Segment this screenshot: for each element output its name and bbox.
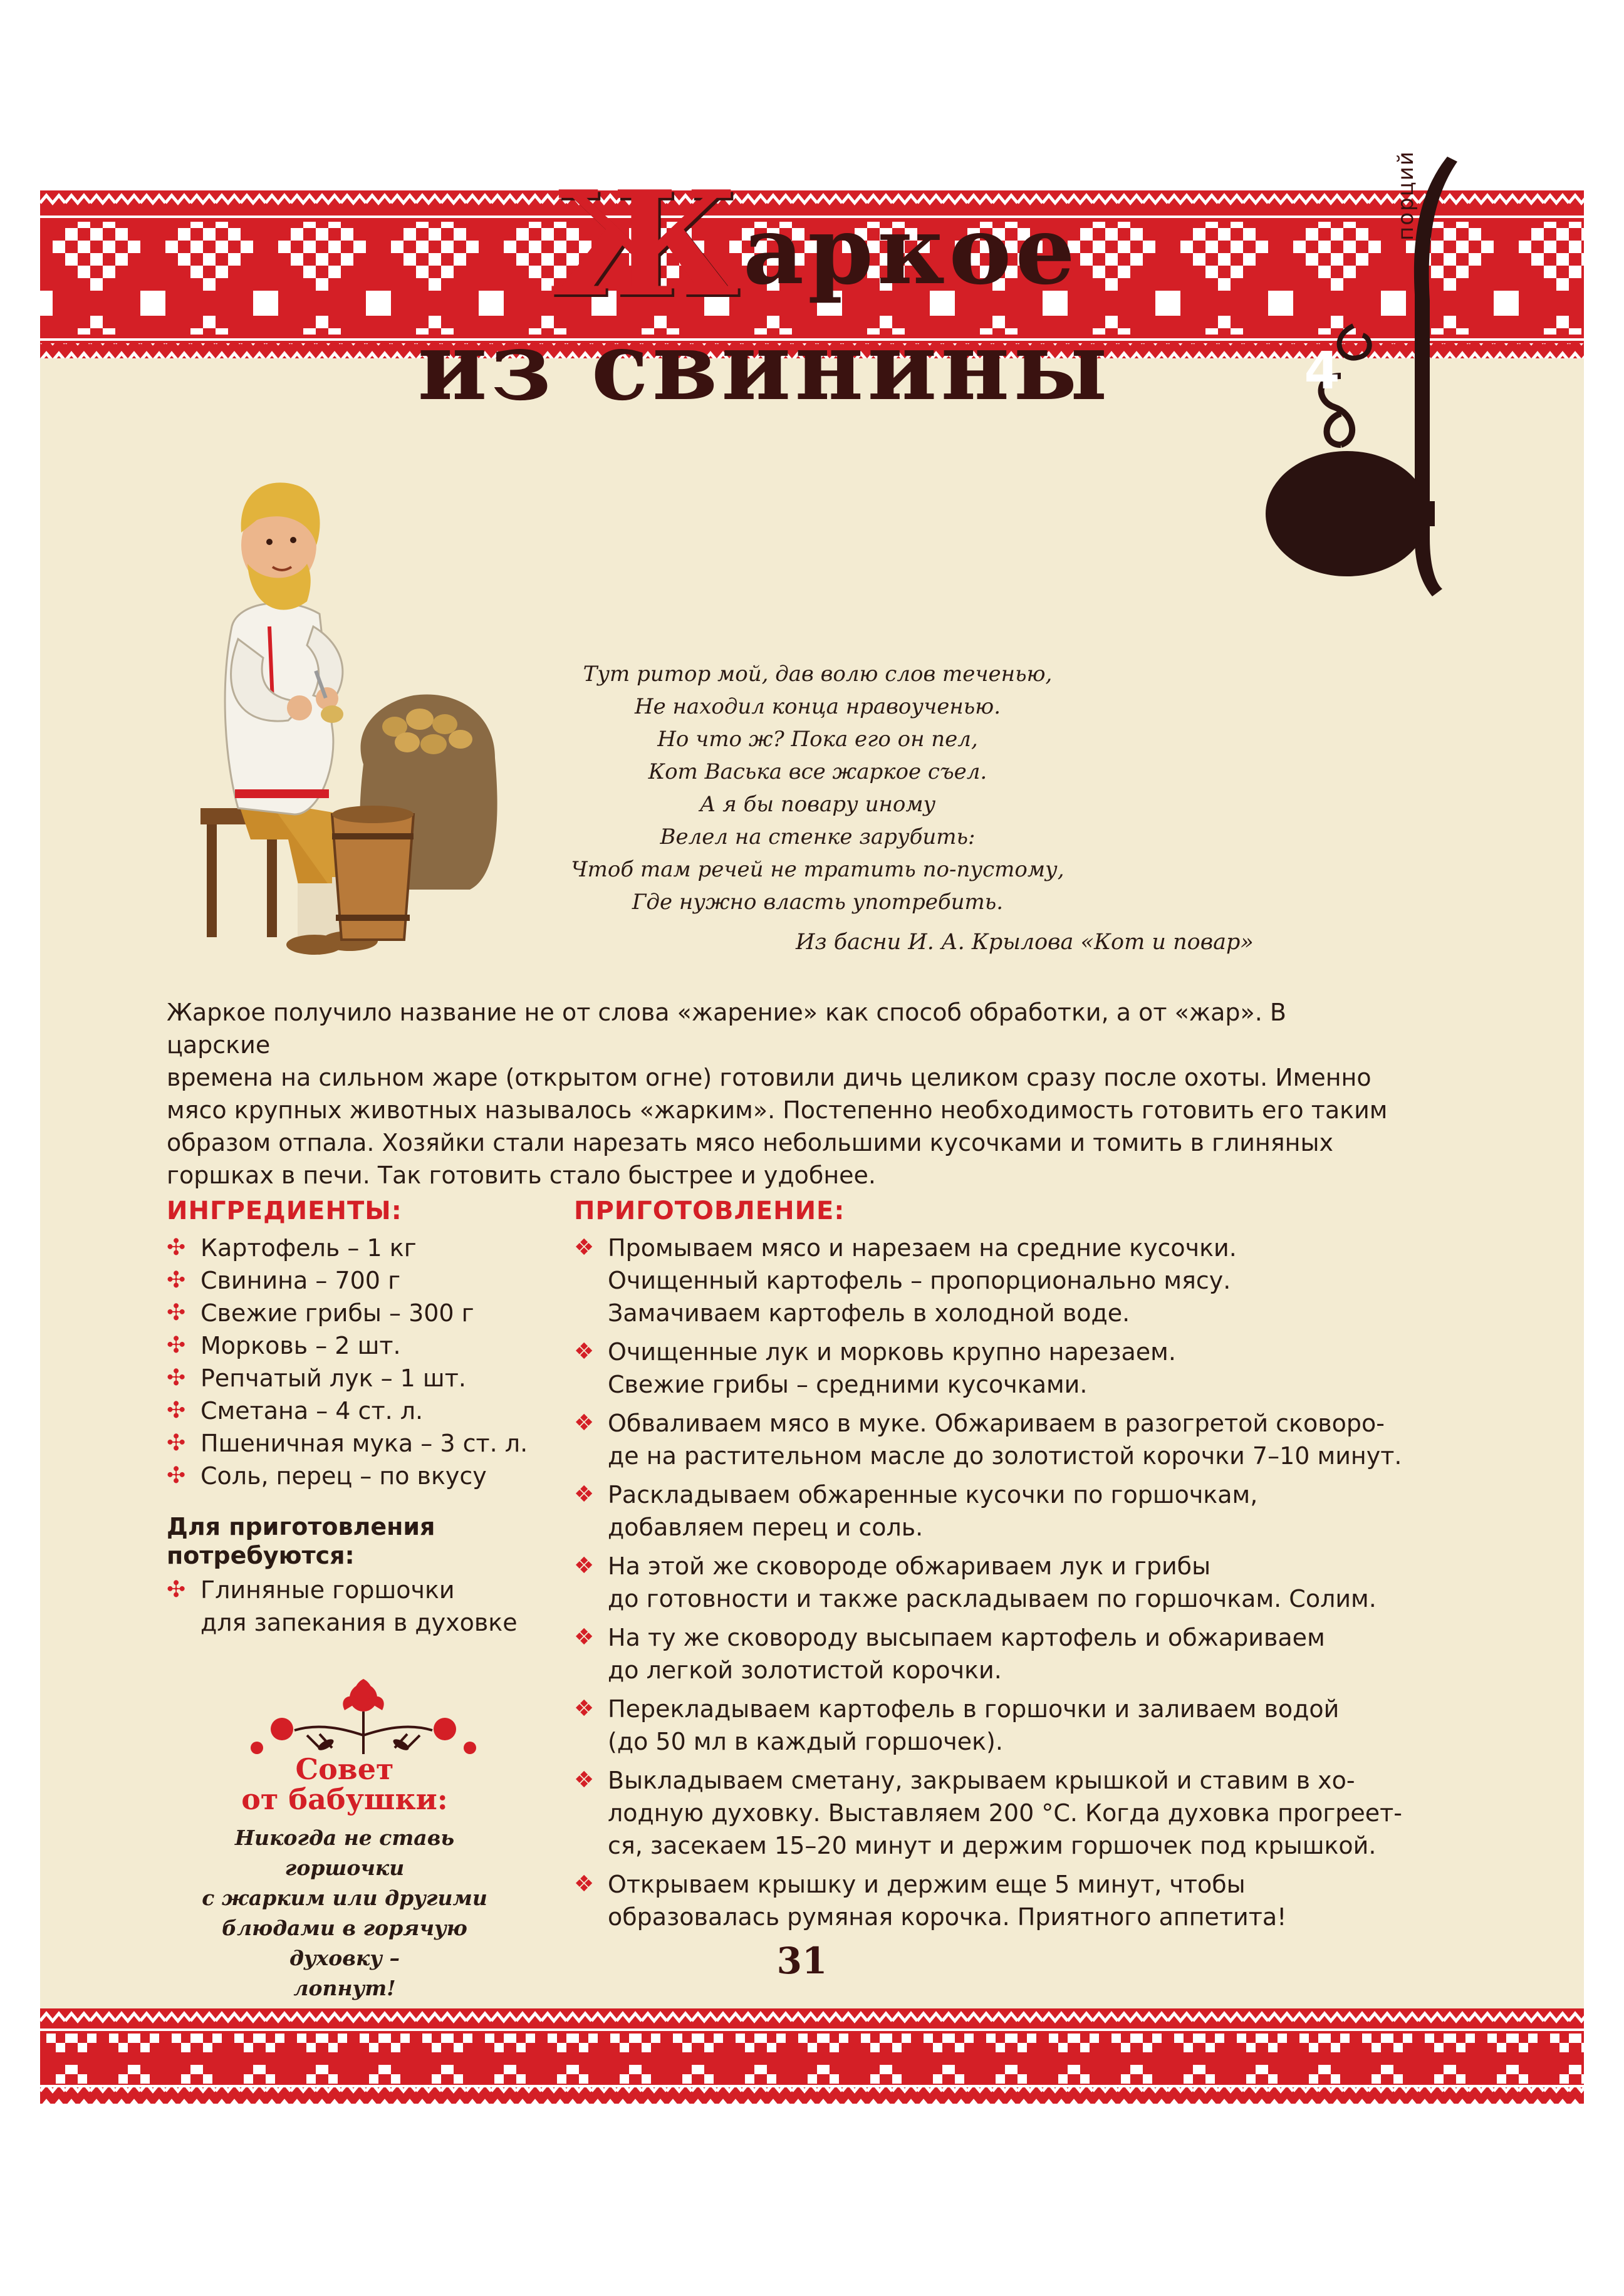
page-number: 31 [776,1940,828,1982]
grandma-advice-heading [207,1754,482,1814]
preparation-step [574,1621,1407,1686]
four-dot-flower-icon: ✣ [167,1267,186,1293]
step-line: Очищенный картофель – пропорционально мясу. [608,1267,1231,1294]
folk-pattern-bottom [40,2008,1584,2104]
recipe-title-line1 [439,160,1190,329]
four-dot-flower-icon: ❖ [574,1871,595,1897]
four-dot-flower-icon: ❖ [574,1482,595,1507]
poem-line: А я бы повару иному [699,792,936,817]
ingredients-heading: ИНГРЕДИЕНТЫ: [167,1197,402,1225]
poem-line: Но что ж? Пока его он пел, [657,727,978,752]
tools-heading-line: потребуются: [167,1542,355,1569]
ingredient-text: Пшеничная мука – 3 ст. л. [200,1430,528,1457]
cook-peeling-potatoes-illustration [144,376,520,965]
intro-paragraph [167,996,1395,1192]
grandma-advice-text [188,1823,501,2003]
ingredient-text: Репчатый лук – 1 шт. [200,1364,466,1392]
step-line: На этой же сковороде обжариваем лук и грибы [608,1552,1211,1580]
ingredient-text: Сметана – 4 ст. л. [200,1397,424,1425]
preparation-step [574,1478,1407,1544]
ladle-icon [1247,150,1472,601]
step-line: ся, засекаем 15–20 минут и держим горшочек под крышкой. [608,1832,1377,1859]
intro-line: образом отпала. Хозяйки стали нарезать мясо небольшими кусочками и томить в глиняных [167,1129,1333,1156]
portions-label: порций [1393,150,1418,241]
intro-line: мясо крупных животных называлось «жарким». Постепенно необходимость готовить его таким [167,1096,1388,1124]
four-dot-flower-icon: ❖ [574,1767,595,1793]
four-dot-flower-icon: ❖ [574,1235,595,1260]
step-line: Свежие грибы – средними кусочками. [608,1371,1088,1398]
poem-epigraph [489,658,1147,918]
step-line: Замачиваем картофель в холодной воде. [608,1299,1130,1327]
preparation-step [574,1693,1407,1758]
four-dot-flower-icon: ✣ [167,1430,186,1456]
four-dot-flower-icon: ✣ [167,1300,186,1326]
step-line: Обваливаем мясо в муке. Обжариваем в разогретой сковоро- [608,1410,1385,1437]
advice-line: Никогда не ставь горшочки [234,1826,455,1880]
ingredient-item [167,1395,574,1427]
step-line: Очищенные лук и морковь крупно нарезаем. [608,1338,1176,1366]
preparation-step [574,1868,1407,1933]
ingredient-text: Картофель – 1 кг [200,1234,417,1262]
tools-list [167,1574,574,1639]
ingredient-text: Свинина – 700 г [200,1267,401,1294]
step-line: лодную духовку. Выставляем 200 °С. Когда духовка прогреет- [608,1799,1403,1827]
preparation-step [574,1407,1407,1472]
step-line: образовалась румяная корочка. Приятного аппетита! [608,1903,1287,1931]
ingredient-text: Морковь – 2 шт. [200,1332,401,1359]
ingredients-list [167,1232,574,1492]
tool-item [167,1574,574,1639]
four-dot-flower-icon: ❖ [574,1624,595,1650]
step-line: Открываем крышку и держим еще 5 минут, чтобы [608,1871,1246,1898]
ingredient-text: Свежие грибы – 300 г [200,1299,474,1327]
step-line: Промываем мясо и нарезаем на средние кусочки. [608,1234,1237,1262]
preparation-step [574,1764,1407,1862]
advice-line: с жарким или другими [202,1886,487,1910]
preparation-heading: ПРИГОТОВЛЕНИЕ: [574,1197,845,1225]
four-dot-flower-icon: ✣ [167,1398,186,1423]
preparation-step [574,1550,1407,1615]
poem-line: Кот Васька все жаркое съел. [648,759,987,784]
ingredient-item [167,1297,574,1329]
four-dot-flower-icon: ✣ [167,1463,186,1488]
tool-text-line: для запекания в духовке [200,1609,518,1636]
ingredient-item [167,1427,574,1460]
ingredient-item [167,1232,574,1264]
advice-heading-line: от бабушки: [241,1782,448,1816]
advice-heading-line: Совет [295,1752,394,1786]
floral-ornament-icon [244,1666,482,1760]
intro-line: времена на сильном жаре (открытом огне) готовили дичь целиком сразу после охоты. Именно [167,1064,1372,1091]
preparation-step [574,1336,1407,1401]
bottom-ornament-band [40,2008,1584,2104]
four-dot-flower-icon: ✣ [167,1577,186,1603]
title-line1-text: аркое [742,195,1079,306]
step-line: до легкой золотистой корочки. [608,1656,1002,1684]
tools-heading-line: Для приготовления [167,1513,435,1540]
four-dot-flower-icon: ✣ [167,1365,186,1391]
advice-line: лопнут! [293,1976,396,2000]
four-dot-flower-icon: ✣ [167,1235,186,1260]
four-dot-flower-icon: ❖ [574,1339,595,1364]
four-dot-flower-icon: ❖ [574,1553,595,1579]
tools-heading [167,1512,543,1570]
step-line: до готовности и также раскладываем по горшочкам. Солим. [608,1585,1377,1613]
step-line: добавляем перец и соль. [608,1514,924,1541]
portions-count: 4 [1304,341,1340,401]
poem-line: Где нужно власть употребить. [632,890,1004,915]
poem-line: Велел на стенке зарубить: [660,824,976,849]
step-line: де на растительном масле до золотистой корочки 7–10 минут. [608,1442,1402,1470]
poem-line: Чтоб там речей не тратить по-пустому, [571,857,1064,882]
intro-line: горшках в печи. Так готовить стало быстрее и удобнее. [167,1161,877,1189]
ingredient-text: Соль, перец – по вкусу [200,1462,487,1490]
title-initial-letter: Ж [550,160,743,329]
four-dot-flower-icon: ✣ [167,1332,186,1358]
ingredient-item [167,1329,574,1362]
step-line: Перекладываем картофель в горшочки и заливаем водой [608,1695,1340,1723]
step-line: (до 50 мл в каждый горшочек). [608,1728,1003,1755]
poem-line: Не находил конца нравоученью. [634,694,1001,719]
ingredient-item [167,1460,574,1492]
step-line: На ту же сковороду высыпаем картофель и обжариваем [608,1624,1325,1651]
step-line: Раскладываем обжаренные кусочки по горшочкам, [608,1481,1258,1509]
four-dot-flower-icon: ❖ [574,1410,595,1436]
four-dot-flower-icon: ❖ [574,1696,595,1722]
ingredient-item [167,1264,574,1297]
preparation-step [574,1232,1407,1329]
step-line: Выкладываем сметану, закрываем крышкой и ставим в хо- [608,1767,1355,1794]
advice-line: блюдами в горячую духовку – [222,1916,467,1970]
poem-line: Тут ритор мой, дав волю слов теченью, [583,662,1053,687]
preparation-steps [574,1232,1407,1940]
tool-text-line: Глиняные горшочки [200,1576,455,1604]
ingredient-item [167,1362,574,1395]
intro-line: Жаркое получило название не от слова «жарение» как способ обработки, а от «жар». В царские [167,999,1286,1059]
poem-source: Из басни И. А. Крылова «Кот и повар» [796,930,1254,955]
recipe-title-line2: из свинины [417,311,1111,422]
